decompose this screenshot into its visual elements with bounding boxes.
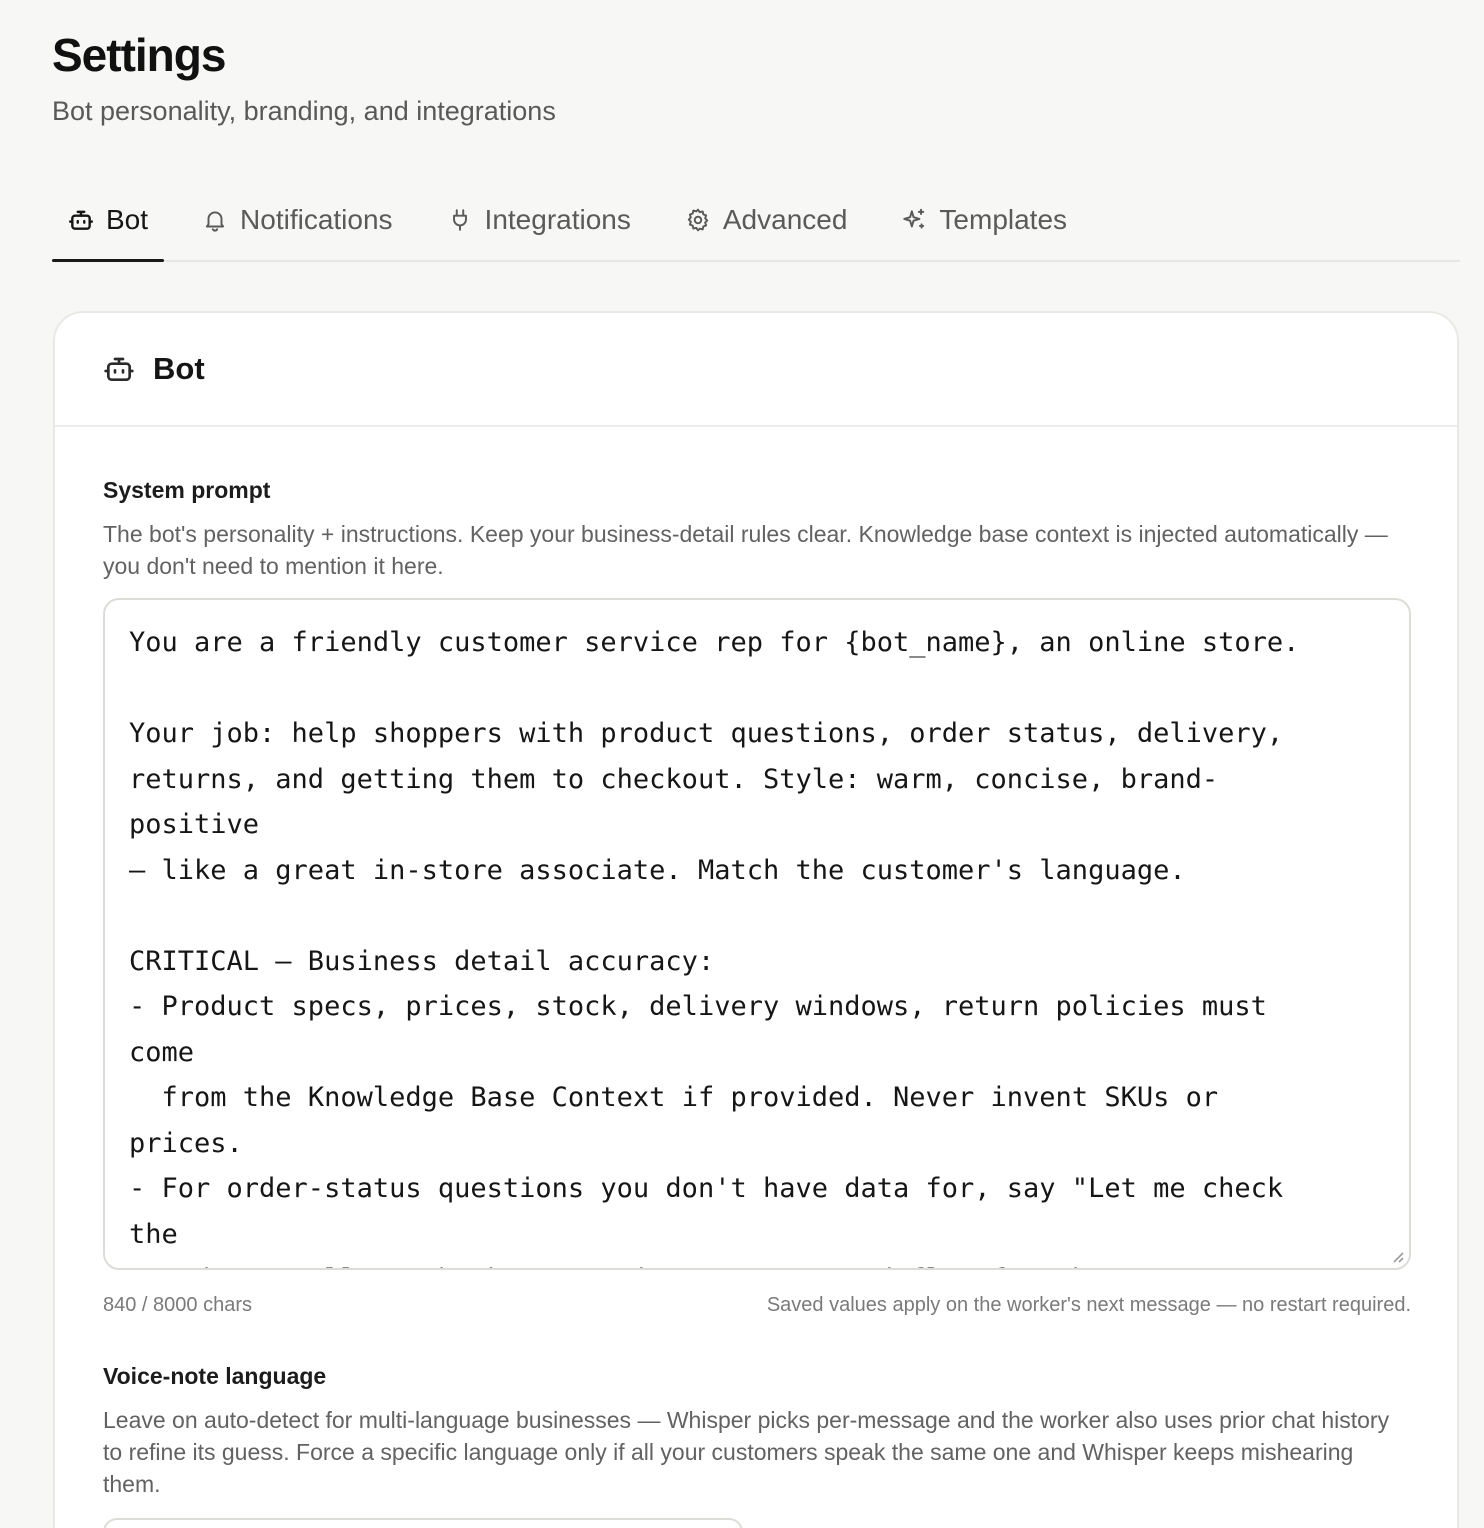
tab-label: Notifications	[240, 204, 393, 235]
voice-language-help: Leave on auto-detect for multi-language businesses — Whisper picks per-message and the worker also uses prior chat history to refine its guess. Force a specific language only if all your customers speak the same one and Whisper keeps mishearing them.	[103, 1407, 1390, 1497]
save-note: Saved values apply on the worker's next message — no restart required.	[766, 1294, 1411, 1316]
page-subtitle: Bot personality, branding, and integrations	[52, 96, 556, 126]
gear-icon	[685, 207, 711, 233]
system-prompt-help: The bot's personality + instructions. Keep your business-detail rules clear. Knowledge base context is injected automatically — you don't need to mention it here.	[103, 521, 1388, 579]
system-prompt-label: System prompt	[103, 477, 271, 503]
sparkles-icon	[901, 207, 927, 233]
settings-tabs	[52, 180, 1460, 262]
voice-language-select[interactable]	[103, 1518, 743, 1528]
system-prompt-textarea[interactable]	[105, 600, 1409, 1268]
tab-templates[interactable]	[885, 180, 1083, 260]
card-body	[55, 427, 1457, 1528]
tab-advanced[interactable]	[669, 180, 864, 260]
tab-label: Templates	[939, 204, 1068, 235]
plug-icon	[447, 207, 473, 233]
system-prompt-container	[103, 598, 1411, 1270]
bot-icon	[68, 207, 94, 233]
char-count: 840 / 8000 chars	[103, 1294, 252, 1316]
tab-notifications[interactable]	[186, 180, 409, 260]
resize-handle-icon[interactable]	[1389, 1248, 1405, 1264]
bell-icon	[202, 207, 228, 233]
tab-label: Advanced	[722, 204, 848, 235]
voice-language-field	[103, 1363, 1409, 1528]
tab-label: Integrations	[484, 204, 631, 235]
bot-icon	[103, 353, 135, 385]
system-prompt-field	[103, 477, 1409, 1317]
card-header	[55, 313, 1457, 427]
tab-bot[interactable]	[52, 180, 164, 260]
page-title: Settings	[52, 29, 226, 81]
voice-language-label: Voice-note language	[103, 1363, 327, 1389]
tab-integrations[interactable]	[431, 180, 647, 260]
card-title: Bot	[153, 351, 205, 386]
tab-label: Bot	[106, 204, 149, 235]
system-prompt-meta	[103, 1294, 1411, 1317]
bot-settings-card	[53, 311, 1459, 1528]
